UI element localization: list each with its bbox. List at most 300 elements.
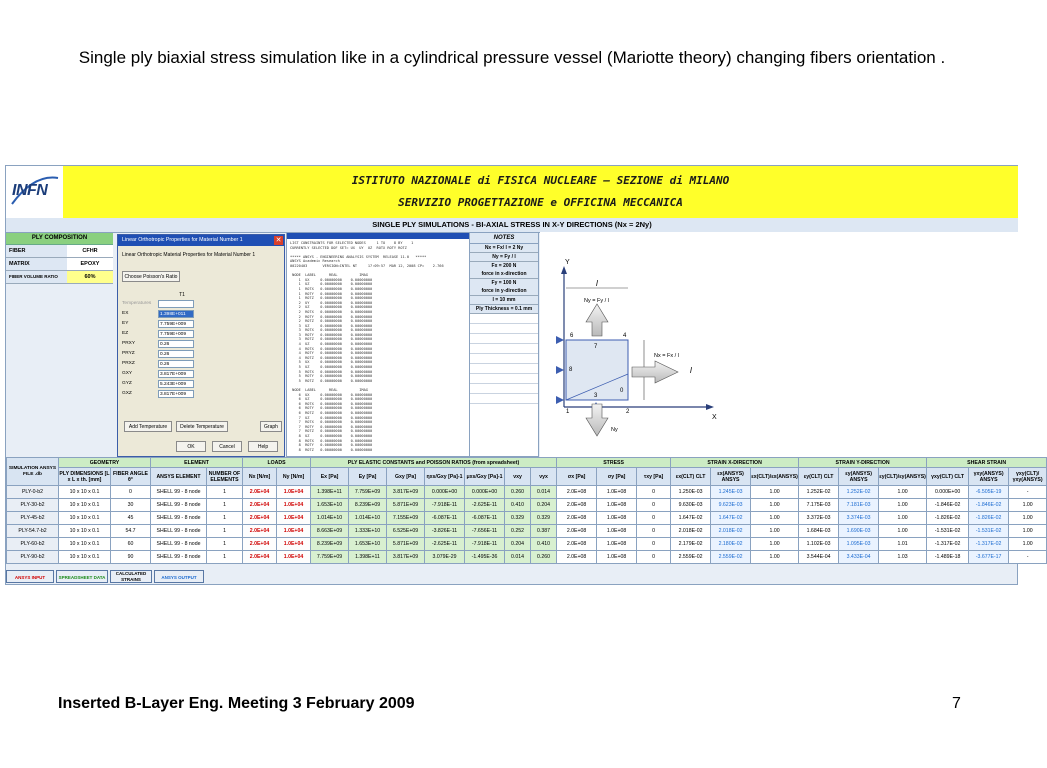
- table-cell: 2.018E-02: [671, 525, 711, 538]
- table-cell: 2.0E+04: [243, 486, 277, 499]
- table-cell: PLY-45-b2: [7, 512, 59, 525]
- node-label: 1: [566, 409, 570, 415]
- table-cell: 1.0E+08: [597, 512, 637, 525]
- table-cell: 2.0E+04: [243, 551, 277, 564]
- property-row: GXZ 3.817E+009: [122, 389, 282, 399]
- table-cell: 9.630E-03: [671, 499, 711, 512]
- note-item: Ply Thickness = 0.1 mm: [470, 305, 538, 314]
- column-header: Ny [N/m]: [277, 468, 311, 486]
- table-cell: 2.0E+04: [243, 512, 277, 525]
- column-header: T1: [179, 292, 185, 298]
- table-cell: 7.155E+09: [387, 512, 425, 525]
- column-header-row: [7, 468, 1047, 486]
- table-cell: 1.398E+11: [349, 551, 387, 564]
- simulation-file-header: SIMULATION ANSYS FILE .db: [7, 458, 59, 486]
- add-temperature-button[interactable]: Add Temperature: [124, 421, 172, 432]
- table-cell: 1.014E+10: [311, 512, 349, 525]
- table-cell: 1.0E+08: [597, 525, 637, 538]
- table-cell: 1: [207, 486, 243, 499]
- table-cell: 3.817E+09: [387, 486, 425, 499]
- table-cell: 7.759E+09: [349, 486, 387, 499]
- column-header: Gxy [Pa]: [387, 468, 425, 486]
- table-cell: 1.245E-03: [711, 486, 751, 499]
- table-cell: 1: [207, 525, 243, 538]
- table-cell: 3.079E-29: [425, 551, 465, 564]
- table-cell: 2.0E+08: [557, 512, 597, 525]
- logo-text: INFN: [12, 182, 48, 199]
- listing-title-bar[interactable]: [287, 233, 469, 239]
- table-cell: -1.846E-02: [927, 499, 969, 512]
- table-cell: -6.087E-11: [425, 512, 465, 525]
- property-input[interactable]: 7.759E+009: [158, 320, 194, 328]
- column-header: γxy(CLT)/γxy(ANSYS): [1009, 468, 1047, 486]
- column-header: εx(CLT) CLT: [671, 468, 711, 486]
- table-cell: 2.0E+08: [557, 525, 597, 538]
- table-cell: 0.000E+00: [927, 486, 969, 499]
- dialog-title: Linear Orthotropic Properties for Material Number 1: [122, 237, 243, 243]
- note-item: force in y-direction: [470, 287, 538, 296]
- table-cell: 0: [111, 486, 151, 499]
- table-cell: 54.7: [111, 525, 151, 538]
- table-cell: -7.918E-11: [465, 538, 505, 551]
- table-cell: -1.317E-02: [969, 538, 1009, 551]
- y-axis-label: Y: [565, 259, 570, 266]
- choose-poisson-button[interactable]: Choose Poisson's Ratio: [122, 271, 180, 282]
- table-cell: 1.01: [879, 538, 927, 551]
- table-cell: 0.260: [505, 486, 531, 499]
- table-cell: 2.559E-02: [711, 551, 751, 564]
- table-cell: 45: [111, 512, 151, 525]
- table-cell: 1.00: [751, 538, 799, 551]
- footer-text: Inserted B-Layer Eng. Meeting 3 February 2009: [58, 695, 415, 712]
- column-header: γxy(ANSYS) ANSYS: [969, 468, 1009, 486]
- ply-composition: [6, 233, 113, 284]
- table-cell: 0: [637, 525, 671, 538]
- property-row: GYZ 5.243E+009: [122, 379, 282, 389]
- table-cell: 90: [111, 551, 151, 564]
- table-cell: SHELL 99 - 8 node: [151, 525, 207, 538]
- property-row: EX 1.398E+011: [122, 309, 282, 319]
- header-line-2: SERVIZIO PROGETTAZIONE e OFFICINA MECCANICA: [398, 196, 683, 209]
- table-cell: 1.252E-02: [839, 486, 879, 499]
- column-header: Ey [Pa]: [349, 468, 387, 486]
- table-cell: 0: [637, 499, 671, 512]
- table-cell: 7.181E-03: [839, 499, 879, 512]
- table-cell: -1.531E-02: [969, 525, 1009, 538]
- dialog-description: Linear Orthotropic Material Properties for Material Number 1: [122, 252, 256, 258]
- table-cell: 1.00: [1009, 499, 1047, 512]
- table-cell: 1.102E-03: [799, 538, 839, 551]
- table-cell: 0.329: [531, 512, 557, 525]
- ok-button[interactable]: OK: [176, 441, 206, 452]
- table-cell: 1.00: [751, 512, 799, 525]
- table-cell: 1.00: [1009, 512, 1047, 525]
- table-cell: 0.014: [505, 551, 531, 564]
- table-cell: 2.0E+04: [243, 538, 277, 551]
- support-node-8: [556, 366, 564, 374]
- node-label: 6: [570, 333, 574, 339]
- table-cell: 1.0E+08: [597, 538, 637, 551]
- column-header: NUMBER OF ELEMENTS: [207, 468, 243, 486]
- note-empty: [470, 324, 538, 334]
- table-cell: 0.252: [505, 525, 531, 538]
- table-cell: PLY-30-b2: [7, 499, 59, 512]
- material-properties-dialog: [117, 234, 285, 457]
- header-line-1: ISTITUTO NAZIONALE di FISICA NUCLEARE – SEZIONE di MILANO: [351, 174, 730, 187]
- table-cell: 1.00: [879, 512, 927, 525]
- table-cell: SHELL 99 - 8 node: [151, 538, 207, 551]
- node-label: 0: [620, 388, 624, 394]
- x-axis-arrow: [706, 404, 714, 410]
- table-cell: 1.653E+10: [349, 538, 387, 551]
- property-row: Temperatures: [122, 299, 282, 309]
- note-empty: [470, 384, 538, 394]
- property-input[interactable]: 0.26: [158, 360, 194, 368]
- composition-row: FIBER CFHR: [6, 245, 113, 258]
- table-cell: 0.000E+00: [465, 486, 505, 499]
- table-cell: 2.0E+04: [243, 525, 277, 538]
- column-header: FIBER ANGLE θ°: [111, 468, 151, 486]
- cancel-button[interactable]: Cancel: [212, 441, 242, 452]
- column-header: μxs/Gxy [Pa]-1: [465, 468, 505, 486]
- table-cell: 3.817E+09: [387, 551, 425, 564]
- ny-top-label: Ny = Fy / l: [584, 298, 609, 304]
- table-cell: 1.0E+08: [597, 551, 637, 564]
- table-cell: 0.387: [531, 525, 557, 538]
- legend-ansys-input: ANSYS INPUT: [6, 570, 54, 583]
- legend-calculated-strains: CALCULATED STRAINS: [110, 570, 152, 583]
- legend: [6, 570, 204, 583]
- property-grid: [122, 292, 282, 399]
- property-row: GXY 3.817E+009: [122, 369, 282, 379]
- notes-panel: [469, 232, 539, 457]
- table-cell: 1.653E+10: [311, 499, 349, 512]
- column-header: σy [Pa]: [597, 468, 637, 486]
- note-empty: [470, 394, 538, 404]
- group-header: SHEAR STRAIN: [927, 458, 1047, 468]
- column-header: Nx [N/m]: [243, 468, 277, 486]
- spreadsheet-screenshot: [5, 165, 1043, 585]
- table-cell: 0.014: [531, 486, 557, 499]
- page-number: 7: [952, 695, 961, 712]
- table-cell: 0: [637, 551, 671, 564]
- table-cell: PLY-0-b2: [7, 486, 59, 499]
- node-label: 7: [594, 344, 598, 350]
- table-cell: SHELL 99 - 8 node: [151, 499, 207, 512]
- table-cell: 2.0E+04: [243, 499, 277, 512]
- table-row: [7, 551, 1047, 564]
- column-header: PLY DIMENSIONS [L x L x th. [mm]: [59, 468, 111, 486]
- table-cell: 0.410: [531, 538, 557, 551]
- table-cell: 2.0E+08: [557, 551, 597, 564]
- table-cell: 0.000E+00: [425, 486, 465, 499]
- table-cell: -6.505E-19: [969, 486, 1009, 499]
- slide-title: Single ply biaxial stress simulation like in a cylindrical pressure vessel (Mariotte theory) changing fibers orientation .: [78, 48, 946, 67]
- node-label: 2: [626, 409, 630, 415]
- table-cell: PLY-60-b2: [7, 538, 59, 551]
- table-cell: 0: [637, 512, 671, 525]
- property-input[interactable]: 5.243E+009: [158, 380, 194, 388]
- table-cell: SHELL 99 - 8 node: [151, 551, 207, 564]
- note-item: force in x-direction: [470, 270, 538, 279]
- listing-text: LIST CONSTRAINTS FOR SELECTED NODES 1 TO 8 BY 1 CURRENTLY SELECTED DOF SET= UX UY UZ ROTX ROTY ROTZ ***** ANSYS - ENGINEERING ANALYSIS SYSTEM RELEASE 11.0 ***** ANSYS Academic Research 00220403 VERSION=INTEL NT 17:09:57 MAR 12, 2008 CP= 2.766 NODE LABEL REAL IMAG 1 UX 0.00000000 0.00000000 1 UZ 0.00000000 0.00000000 1 ROTX 0.00000000 0.00000000 1 ROTY 0.00000000 0.00000000 1 ROTZ 0.00000000 0.00000000 2 UY 0.00000000 0.00000000 2 UZ 0.00000000 0.00000000 2 ROTX 0.00000000 0.00000000 2 ROTY 0.00000000 0.00000000 2 ROTZ 0.00000000 0.00000000 3 UZ 0.00000000 0.00000000 3 ROTX 0.00000000 0.00000000 3 ROTY 0.00000000 0.00000000 3 ROTZ 0.00000000 0.00000000 4 UZ 0.00000000 0.00000000 4 ROTX 0.00000000 0.00000000 4 ROTY 0.00000000 0.00000000 4 ROTZ 0.00000000 0.00000000 5 UX 0.00000000 0.00000000 5 UZ 0.00000000 0.00000000 5 ROTX 0.00000000 0.00000000 5 ROTY 0.00000000 0.00000000 5 ROTZ 0.00000000 0.00000000 NODE LABEL REAL IMAG 6 UX 0.00000000 0.00000000 6 UZ 0.00000000 0.00000000 6 ROTX 0.00000000 0.00000000 6 ROTY 0.00000000 0.00000000 6 ROTZ 0.00000000 0.00000000 7 UZ 0.00000000 0.00000000 7 ROTX 0.00000000 0.00000000 7 ROTY 0.00000000 0.00000000 7 ROTZ 0.00000000 0.00000000 8 UZ 0.00000000 0.00000000 8 ROTX 0.00000000 0.00000000 8 ROTY 0.00000000 0.00000000 8 ROTZ 0.00000000 0.00000000: [290, 241, 444, 452]
- results-table: [6, 457, 1047, 564]
- table-cell: 1.00: [751, 499, 799, 512]
- node-label: 4: [623, 333, 627, 339]
- top-l-label: l: [596, 279, 598, 288]
- table-cell: -2.625E-11: [425, 538, 465, 551]
- table-cell: 0.410: [505, 499, 531, 512]
- table-cell: -: [1009, 551, 1047, 564]
- column-header: εy(ANSYS) ANSYS: [839, 468, 879, 486]
- table-cell: 1.398E+11: [311, 486, 349, 499]
- table-cell: -7.656E-11: [465, 525, 505, 538]
- table-cell: 1.0E+04: [277, 512, 311, 525]
- group-header: STRAIN X-DIRECTION: [671, 458, 799, 468]
- table-cell: 1.250E-03: [671, 486, 711, 499]
- table-cell: 8.663E+09: [311, 525, 349, 538]
- close-icon[interactable]: ✕: [275, 237, 282, 244]
- table-cell: 2.0E+08: [557, 499, 597, 512]
- column-header: ANSYS ELEMENT: [151, 468, 207, 486]
- group-header-row: [7, 458, 1047, 468]
- table-cell: 9.623E-03: [711, 499, 751, 512]
- table-cell: PLY-90-b2: [7, 551, 59, 564]
- table-cell: 2.0E+08: [557, 486, 597, 499]
- table-cell: PLY-54.7-b2: [7, 525, 59, 538]
- table-cell: 1: [207, 551, 243, 564]
- table-cell: 2.180E-02: [711, 538, 751, 551]
- table-cell: 3.372E-03: [799, 512, 839, 525]
- graph-button[interactable]: Graph: [260, 421, 282, 432]
- note-empty: [470, 374, 538, 384]
- property-row: EY 7.759E+009: [122, 319, 282, 329]
- table-row: [7, 512, 1047, 525]
- table-cell: SHELL 99 - 8 node: [151, 512, 207, 525]
- column-header: εx(CLT)/εx(ANSYS): [751, 468, 799, 486]
- composition-row: FIBER VOLUME RATIO 60%: [6, 271, 113, 284]
- table-cell: 7.759E+09: [311, 551, 349, 564]
- column-header: γxy(CLT) CLT: [927, 468, 969, 486]
- column-header: Ex [Pa]: [311, 468, 349, 486]
- group-header: GEOMETRY: [59, 458, 151, 468]
- composition-row: MATRIX EPOXY: [6, 258, 113, 271]
- table-cell: 1.014E+10: [349, 512, 387, 525]
- table-cell: -1.317E-02: [927, 538, 969, 551]
- column-header: εx(ANSYS) ANSYS: [711, 468, 751, 486]
- table-cell: 2.0E+08: [557, 538, 597, 551]
- note-item: Fx = 200 N: [470, 262, 538, 270]
- load-diagram-svg: [540, 232, 1018, 457]
- note-empty: [470, 344, 538, 354]
- table-cell: 0.204: [531, 499, 557, 512]
- x-axis-label: X: [712, 414, 717, 421]
- property-row: EZ 7.759E+009: [122, 329, 282, 339]
- table-cell: 1.647E-02: [671, 512, 711, 525]
- property-input[interactable]: [158, 300, 194, 308]
- help-button[interactable]: Help: [248, 441, 278, 452]
- table-cell: 8.239E+09: [311, 538, 349, 551]
- ply-composition-title: PLY COMPOSITION: [6, 233, 113, 245]
- table-cell: 1.00: [879, 525, 927, 538]
- table-cell: 0: [637, 538, 671, 551]
- table-cell: 1.0E+04: [277, 538, 311, 551]
- load-diagram: [540, 232, 1018, 457]
- table-cell: 1.0E+04: [277, 525, 311, 538]
- table-cell: 10 x 10 x 0.1: [59, 551, 111, 564]
- table-cell: 1.03: [879, 551, 927, 564]
- support-node-1: [556, 396, 564, 404]
- note-item: Nx = Fx/ l = 2 Ny: [470, 244, 538, 253]
- property-row: PRXZ 0.26: [122, 359, 282, 369]
- property-row: PRXY 0.26: [122, 339, 282, 349]
- group-header: LOADS: [243, 458, 311, 468]
- table-cell: -1.489E-18: [927, 551, 969, 564]
- note-empty: [470, 314, 538, 324]
- note-empty: [470, 364, 538, 374]
- table-cell: 1.00: [879, 486, 927, 499]
- group-header: STRESS: [557, 458, 671, 468]
- table-cell: SHELL 99 - 8 node: [151, 486, 207, 499]
- delete-temperature-button[interactable]: Delete Temperature: [176, 421, 228, 432]
- table-cell: -1.495E-36: [465, 551, 505, 564]
- table-cell: 0: [637, 486, 671, 499]
- property-input[interactable]: 7.759E+009: [158, 330, 194, 338]
- table-cell: -6.087E-11: [465, 512, 505, 525]
- table-cell: 1: [207, 512, 243, 525]
- table-cell: 1.00: [1009, 538, 1047, 551]
- table-cell: 1.647E-02: [711, 512, 751, 525]
- legend-spreadsheet-data: SPREADSHEET DATA: [56, 570, 108, 583]
- table-cell: 1.0E+08: [597, 486, 637, 499]
- header-banner: [63, 166, 1018, 219]
- table-cell: 5.871E+09: [387, 538, 425, 551]
- table-row: [7, 538, 1047, 551]
- note-item: l = 10 mm: [470, 296, 538, 305]
- column-header: ηxs/Gxy [Pa]-1: [425, 468, 465, 486]
- table-cell: 3.374E-03: [839, 512, 879, 525]
- table-cell: -3.677E-17: [969, 551, 1009, 564]
- table-cell: 10 x 10 x 0.1: [59, 499, 111, 512]
- arrow-ny-bottom: [586, 404, 608, 436]
- table-cell: 2.559E-02: [671, 551, 711, 564]
- ny-bottom-label: Ny: [611, 427, 618, 433]
- right-l-label: l: [690, 366, 692, 375]
- legend-ansys-output: ANSYS OUTPUT: [154, 570, 204, 583]
- table-cell: -3.826E-11: [425, 525, 465, 538]
- table-cell: 0.329: [505, 512, 531, 525]
- table-cell: 60: [111, 538, 151, 551]
- table-cell: 1.0E+04: [277, 551, 311, 564]
- node-label: 8: [569, 367, 573, 373]
- support-node-6: [556, 336, 564, 344]
- table-cell: 1.095E-03: [839, 538, 879, 551]
- table-cell: 10 x 10 x 0.1: [59, 512, 111, 525]
- group-header: PLY ELASTIC CONSTANTS and POISSON RATIOS (from spreadsheet): [311, 458, 557, 468]
- note-empty: [470, 354, 538, 364]
- column-header: εy(CLT) CLT: [799, 468, 839, 486]
- table-cell: -1.826E-02: [969, 512, 1009, 525]
- y-axis-arrow: [561, 266, 567, 274]
- table-cell: 0.204: [505, 538, 531, 551]
- note-empty: [470, 334, 538, 344]
- column-header: νxy: [505, 468, 531, 486]
- ansys-listing-window: [286, 232, 470, 457]
- note-item: Fy = 100 N: [470, 279, 538, 287]
- group-header: STRAIN Y-DIRECTION: [799, 458, 927, 468]
- table-cell: 3.433E-04: [839, 551, 879, 564]
- arrow-nx-right: [632, 361, 678, 383]
- table-row: [7, 525, 1047, 538]
- table-cell: -2.625E-11: [465, 499, 505, 512]
- nx-right-label: Nx = Fx / l: [654, 353, 679, 359]
- table-cell: 1.00: [751, 486, 799, 499]
- table-cell: 0.260: [531, 551, 557, 564]
- property-input[interactable]: 0.26: [158, 340, 194, 348]
- table-cell: 1.684E-03: [799, 525, 839, 538]
- table-cell: 10 x 10 x 0.1: [59, 525, 111, 538]
- table-cell: 1.00: [879, 499, 927, 512]
- table-cell: -1.826E-02: [927, 512, 969, 525]
- table-cell: 2.179E-02: [671, 538, 711, 551]
- property-input[interactable]: 3.817E+009: [158, 370, 194, 378]
- table-cell: 1.00: [751, 525, 799, 538]
- notes-title: NOTES: [470, 233, 538, 244]
- table-cell: 10 x 10 x 0.1: [59, 486, 111, 499]
- table-cell: 1.333E+10: [349, 525, 387, 538]
- table-cell: 6.525E+09: [387, 525, 425, 538]
- table-cell: 1.0E+04: [277, 499, 311, 512]
- table-cell: 8.239E+09: [349, 499, 387, 512]
- table-cell: -1.531E-02: [927, 525, 969, 538]
- column-header: εy(CLT)/εy(ANSYS): [879, 468, 927, 486]
- table-cell: 1.690E-03: [839, 525, 879, 538]
- table-cell: 7.175E-03: [799, 499, 839, 512]
- property-input[interactable]: 3.817E+009: [158, 390, 194, 398]
- table-cell: 30: [111, 499, 151, 512]
- results-body: [7, 486, 1047, 564]
- table-cell: 1: [207, 499, 243, 512]
- table-cell: 1.0E+08: [597, 499, 637, 512]
- property-row: PRYZ 0.26: [122, 349, 282, 359]
- table-cell: -7.918E-11: [425, 499, 465, 512]
- table-cell: 1.00: [751, 551, 799, 564]
- note-item: Ny = Fy / l: [470, 253, 538, 262]
- table-cell: 3.544E-04: [799, 551, 839, 564]
- table-cell: 1.0E+04: [277, 486, 311, 499]
- node-label: 3: [594, 393, 598, 399]
- table-cell: -1.846E-02: [969, 499, 1009, 512]
- column-header: νyx: [531, 468, 557, 486]
- table-cell: 1: [207, 538, 243, 551]
- table-cell: 10 x 10 x 0.1: [59, 538, 111, 551]
- property-input[interactable]: 0.26: [158, 350, 194, 358]
- table-row: [7, 486, 1047, 499]
- table-cell: -: [1009, 486, 1047, 499]
- group-header: ELEMENT: [151, 458, 243, 468]
- table-row: [7, 499, 1047, 512]
- table-cell: 1.00: [1009, 525, 1047, 538]
- table-cell: 2.018E-02: [711, 525, 751, 538]
- table-cell: 5.871E+09: [387, 499, 425, 512]
- table-cell: 1.252E-02: [799, 486, 839, 499]
- column-header: σx [Pa]: [557, 468, 597, 486]
- dialog-title-bar: [118, 235, 284, 246]
- property-input[interactable]: 1.398E+011: [158, 310, 194, 318]
- column-header: τxy [Pa]: [637, 468, 671, 486]
- infn-logo: [6, 166, 64, 219]
- arrow-ny-top: [586, 304, 608, 336]
